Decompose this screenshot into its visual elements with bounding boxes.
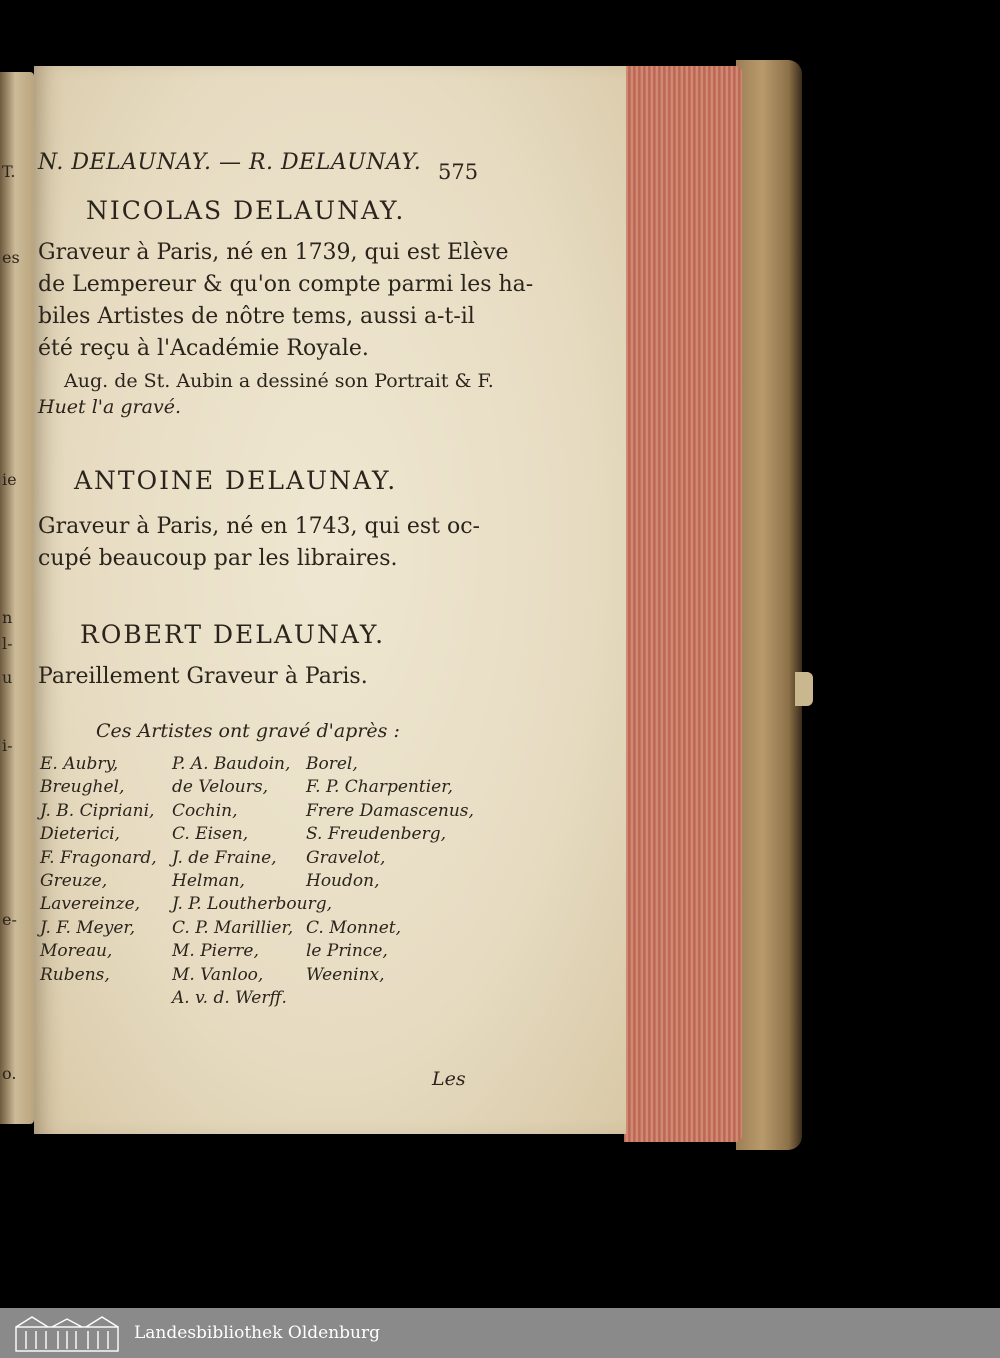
left-margin-glyph: T. [2,162,16,181]
section-heading: ROBERT DELAUNAY. [80,620,386,649]
artist-name: Borel, [306,754,358,774]
artist-name: Cochin, [172,800,238,821]
artist-name: Gravelot, [306,847,386,868]
artist-name: M. Vanloo, [172,964,264,985]
artist-name: F. P. Charpentier, [306,777,453,798]
artist-name: Moreau, [40,941,113,962]
artist-name: Dieterici, [40,824,120,845]
left-margin-glyph: e- [2,910,17,929]
text-line: Pareillement Graveur à Paris. [38,664,368,689]
artist-name: de Velours, [172,777,268,798]
library-name: Landesbibliothek Oldenburg [134,1323,381,1343]
list-intro: Ces Artistes ont gravé d'après : [96,720,400,742]
text-line: Graveur à Paris, né en 1743, qui est oc- [38,514,480,539]
left-margin-glyph: u [2,668,13,687]
artist-name: le Prince, [306,941,388,962]
left-margin-glyph: o. [2,1064,17,1083]
left-page-edge [0,72,34,1124]
artist-name: Breughel, [40,777,125,798]
footer-bar [0,1308,1000,1358]
text-line: Graveur à Paris, né en 1739, qui est Elève [38,240,509,265]
artist-name: Frere Damascenus, [306,800,474,821]
section-heading: ANTOINE DELAUNAY. [74,466,398,495]
artist-name: J. P. Loutherbourg, [172,894,333,915]
text-line: biles Artistes de nôtre tems, aussi a-t-il [38,304,475,329]
note-line: Huet l'a gravé. [38,396,181,418]
artist-name: Greuze, [40,871,108,891]
artist-name: Lavereinze, [40,894,141,915]
text-line: été reçu à l'Académie Royale. [38,336,369,361]
artist-name: S. Freudenberg, [306,824,447,845]
left-margin-glyph: n [2,608,13,627]
library-building-icon [12,1313,122,1353]
section-heading: NICOLAS DELAUNAY. [86,196,406,225]
page-edges [624,66,742,1142]
note-line: Aug. de St. Aubin a dessiné son Portrait & F. [64,370,494,392]
page-number: 575 [438,160,479,184]
artist-name: J. B. Cipriani, [40,800,155,821]
artist-name: E. Aubry, [40,754,119,774]
left-margin-glyph: es [2,248,20,267]
running-head: N. DELAUNAY. — R. DELAUNAY. [38,150,422,175]
catchword: Les [432,1068,466,1090]
artist-name: Helman, [172,871,245,891]
cover-tab [795,672,813,706]
artist-name: M. Pierre, [172,941,259,962]
artist-name: F. Fragonard, [40,847,157,868]
left-margin-glyph: i- [2,736,13,755]
left-margin-glyph: l- [2,634,13,653]
artist-name: C. P. Marillier, [172,917,294,938]
artist-name: C. Monnet, [306,917,402,938]
artist-name: J. F. Meyer, [40,917,136,938]
artist-name: P. A. Baudoin, [172,754,291,774]
text-line: de Lempereur & qu'on compte parmi les ha- [38,272,534,297]
text-line: cupé beaucoup par les libraires. [38,546,398,571]
artist-name: J. de Fraine, [172,847,277,868]
artist-name: A. v. d. Werff. [172,988,287,1008]
artist-name: C. Eisen, [172,824,249,845]
artist-name: Houdon, [306,871,380,891]
book-cover [736,60,802,1150]
artist-name: Rubens, [40,964,110,985]
left-margin-glyph: ie [2,470,17,489]
artist-name: Weeninx, [306,964,385,985]
